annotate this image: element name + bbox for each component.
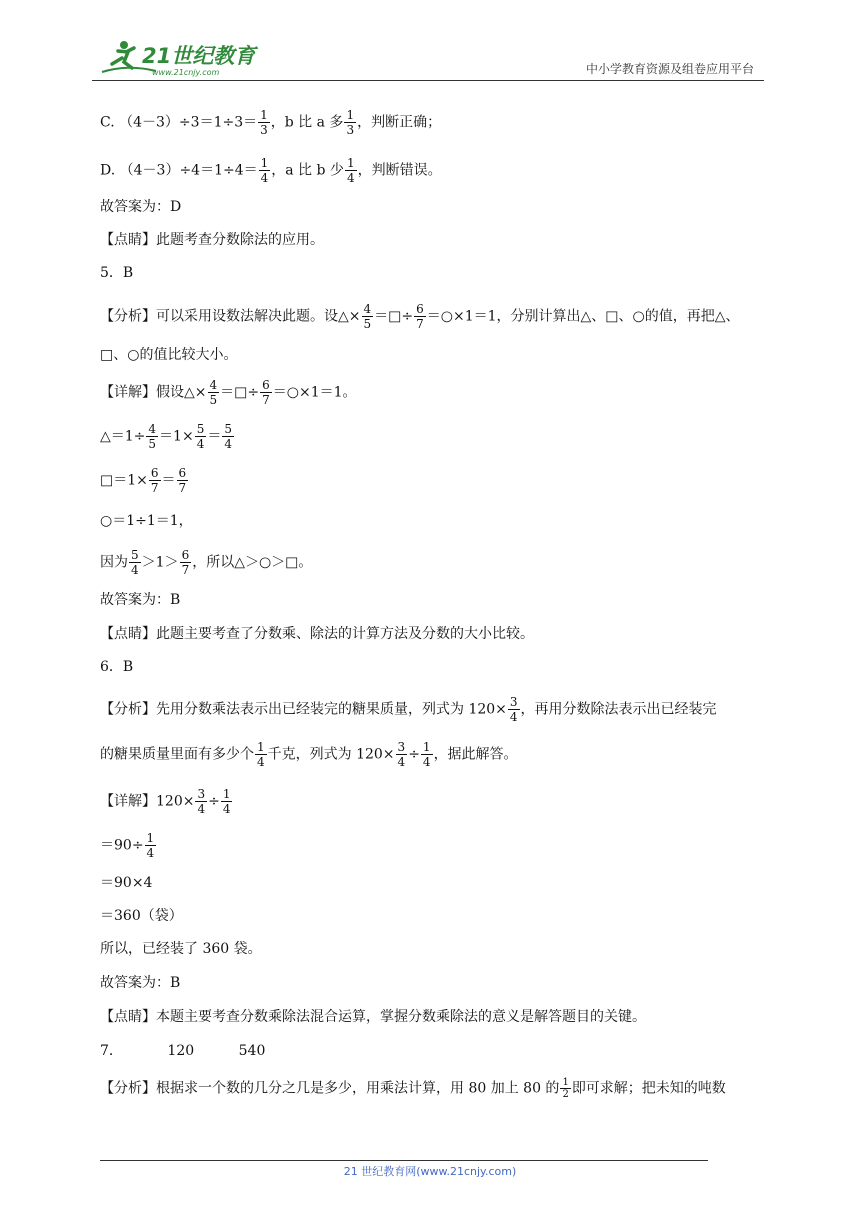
analysis-7-line-1 <box>100 1077 726 1100</box>
denominator: 4 <box>260 171 269 185</box>
denominator: 7 <box>178 481 187 495</box>
text-segment: ，再用分数除法表示出已经装完 <box>520 701 717 718</box>
denominator: 5 <box>148 437 157 451</box>
numerator: 6 <box>416 302 424 316</box>
denominator: 7 <box>262 393 270 407</box>
question-5-number: 5．B <box>100 265 134 281</box>
text-segment: ，据此解答。 <box>433 746 518 763</box>
text-segment: ＝90÷ <box>100 837 144 854</box>
denominator: 2 <box>562 1089 569 1100</box>
text-segment: ，b 比 a 多 <box>270 114 344 131</box>
numerator: 4 <box>209 378 218 392</box>
text-segment: 【详解】假设△× <box>100 384 207 401</box>
text-segment: ÷ <box>208 793 220 810</box>
numerator: 1 <box>346 108 355 122</box>
fraction <box>145 831 157 860</box>
answer-6: 故答案为：B <box>100 975 181 991</box>
comparison-line <box>100 548 312 577</box>
option-c-line <box>100 108 441 137</box>
denominator: 4 <box>257 755 265 769</box>
text-segment: 因为 <box>100 554 128 571</box>
denominator: 4 <box>146 846 155 860</box>
text-segment: ÷ <box>408 746 420 763</box>
detail-6-line-1 <box>100 787 233 816</box>
comment-6: 【点睛】本题主要考查分数乘除法混合运算，掌握分数乘除法的意义是解答题目的关键。 <box>100 1009 646 1025</box>
fraction <box>259 156 271 185</box>
denominator: 4 <box>422 755 431 769</box>
fraction <box>208 378 220 407</box>
denominator: 4 <box>224 437 232 451</box>
text-segment: ＝□÷ <box>374 308 414 325</box>
text-segment: 【分析】可以采用设数法解决此题。设△× <box>100 308 361 325</box>
comment-4: 【点睛】此题考查分数除法的应用。 <box>100 232 324 248</box>
logo-icon <box>98 38 268 78</box>
text-segment: C. （4－3）÷3＝1÷3＝ <box>100 114 258 131</box>
text-segment: D. （4－3）÷4＝1÷4＝ <box>100 162 258 179</box>
numerator: 4 <box>363 302 372 316</box>
text-segment: 【分析】根据求一个数的几分之几是多少，用乘法计算，用 80 加上 80 的 <box>100 1080 560 1097</box>
fraction <box>221 787 233 816</box>
text-segment: 【详解】120× <box>100 793 195 810</box>
text-segment: □＝1× <box>100 472 148 489</box>
denominator: 4 <box>509 710 518 724</box>
analysis-6-line-2 <box>100 740 518 769</box>
logo-text: 21世纪教育 <box>142 44 256 68</box>
answer-4: 故答案为：D <box>100 199 182 215</box>
fraction <box>255 740 267 769</box>
circle-calc: ○＝1÷1＝1， <box>100 513 193 529</box>
text-segment: △＝1÷ <box>100 428 146 445</box>
denominator: 4 <box>197 802 206 816</box>
fraction <box>414 302 426 331</box>
denominator: 4 <box>131 563 139 577</box>
numerator: 6 <box>178 466 187 480</box>
text-segment: ＝ <box>161 472 176 489</box>
text-segment: ＝□÷ <box>220 384 260 401</box>
comment-5: 【点睛】此题主要考查了分数乘、除法的计算方法及分数的大小比较。 <box>100 626 534 642</box>
detail-6-step-3: ＝360（袋） <box>100 908 183 924</box>
denominator: 5 <box>209 393 218 407</box>
numerator: 1 <box>146 831 155 845</box>
denominator: 3 <box>260 123 268 137</box>
question-7-answers: 7． 120 540 <box>100 1043 266 1059</box>
logo-url: www.21cnjy.com <box>152 68 220 77</box>
text-segment: 千克，列式为 120× <box>267 746 395 763</box>
footer-link[interactable]: 21 世纪教育网(www.21cnjy.com) <box>343 1165 517 1178</box>
footer-rule <box>100 1160 708 1161</box>
numerator: 4 <box>148 422 157 436</box>
numerator: 3 <box>197 787 206 801</box>
numerator: 3 <box>509 695 518 709</box>
fraction <box>508 695 520 724</box>
analysis-6-line-1 <box>100 695 717 724</box>
text-segment: ，判断错误。 <box>357 162 442 179</box>
numerator: 1 <box>260 156 269 170</box>
detail-6-step-1 <box>100 831 157 860</box>
triangle-calc <box>100 422 235 451</box>
fraction <box>560 1077 570 1100</box>
conclusion-6: 所以，已经装了 360 袋。 <box>100 941 262 957</box>
fraction <box>146 422 158 451</box>
fraction <box>344 108 356 137</box>
detail-5-line-1 <box>100 378 357 407</box>
analysis-5-line-1 <box>100 302 740 331</box>
fraction <box>149 466 161 495</box>
numerator: 1 <box>222 787 231 801</box>
text-segment: ＝○×1＝1，分别计算出△、□、○的值，再把△、 <box>426 308 740 325</box>
page-header <box>92 34 764 81</box>
analysis-5-line-2: □、○的值比较大小。 <box>100 347 238 363</box>
fraction <box>260 378 272 407</box>
numerator: 1 <box>422 740 431 754</box>
fraction <box>362 302 374 331</box>
fraction <box>177 466 189 495</box>
text-segment: ，所以△＞○＞□。 <box>192 554 313 571</box>
numerator: 1 <box>257 740 265 754</box>
numerator: 3 <box>397 740 406 754</box>
option-d-line <box>100 156 442 185</box>
denominator: 4 <box>397 755 406 769</box>
square-calc <box>100 466 189 495</box>
fraction <box>222 422 234 451</box>
denominator: 7 <box>150 481 159 495</box>
denominator: 4 <box>222 802 231 816</box>
denominator: 4 <box>346 171 355 185</box>
answer-5: 故答案为：B <box>100 592 181 608</box>
numerator: 1 <box>562 1077 569 1088</box>
text-segment: ，a 比 b 少 <box>271 162 344 179</box>
fraction <box>195 787 207 816</box>
denominator: 5 <box>363 317 372 331</box>
text-segment: 的糖果质量里面有多少个 <box>100 746 254 763</box>
numerator: 6 <box>262 378 270 392</box>
fraction <box>180 548 192 577</box>
fraction <box>195 422 207 451</box>
denominator: 4 <box>196 437 205 451</box>
fraction <box>396 740 408 769</box>
detail-6-step-2: ＝90×4 <box>100 875 153 891</box>
numerator: 5 <box>224 422 232 436</box>
fraction <box>421 740 433 769</box>
numerator: 5 <box>196 422 205 436</box>
question-6-number: 6．B <box>100 659 134 675</box>
denominator: 7 <box>181 563 190 577</box>
denominator: 7 <box>416 317 424 331</box>
numerator: 5 <box>131 548 139 562</box>
numerator: 6 <box>150 466 159 480</box>
text-segment: ，判断正确； <box>357 114 442 131</box>
fraction <box>129 548 141 577</box>
fraction <box>345 156 357 185</box>
denominator: 3 <box>346 123 355 137</box>
text-segment: 即可求解；把未知的吨数 <box>571 1080 726 1097</box>
header-platform-name: 中小学教育资源及组卷应用平台 <box>585 62 754 76</box>
text-segment: ＞1＞ <box>141 554 179 571</box>
numerator: 1 <box>260 108 268 122</box>
numerator: 1 <box>346 156 355 170</box>
text-segment: ＝1× <box>159 428 194 445</box>
fraction <box>258 108 270 137</box>
text-segment: ＝○×1＝1。 <box>272 384 357 401</box>
numerator: 6 <box>181 548 190 562</box>
text-segment: ＝ <box>207 428 222 445</box>
text-segment: 【分析】先用分数乘法表示出已经装完的糖果质量，列式为 120× <box>100 701 507 718</box>
